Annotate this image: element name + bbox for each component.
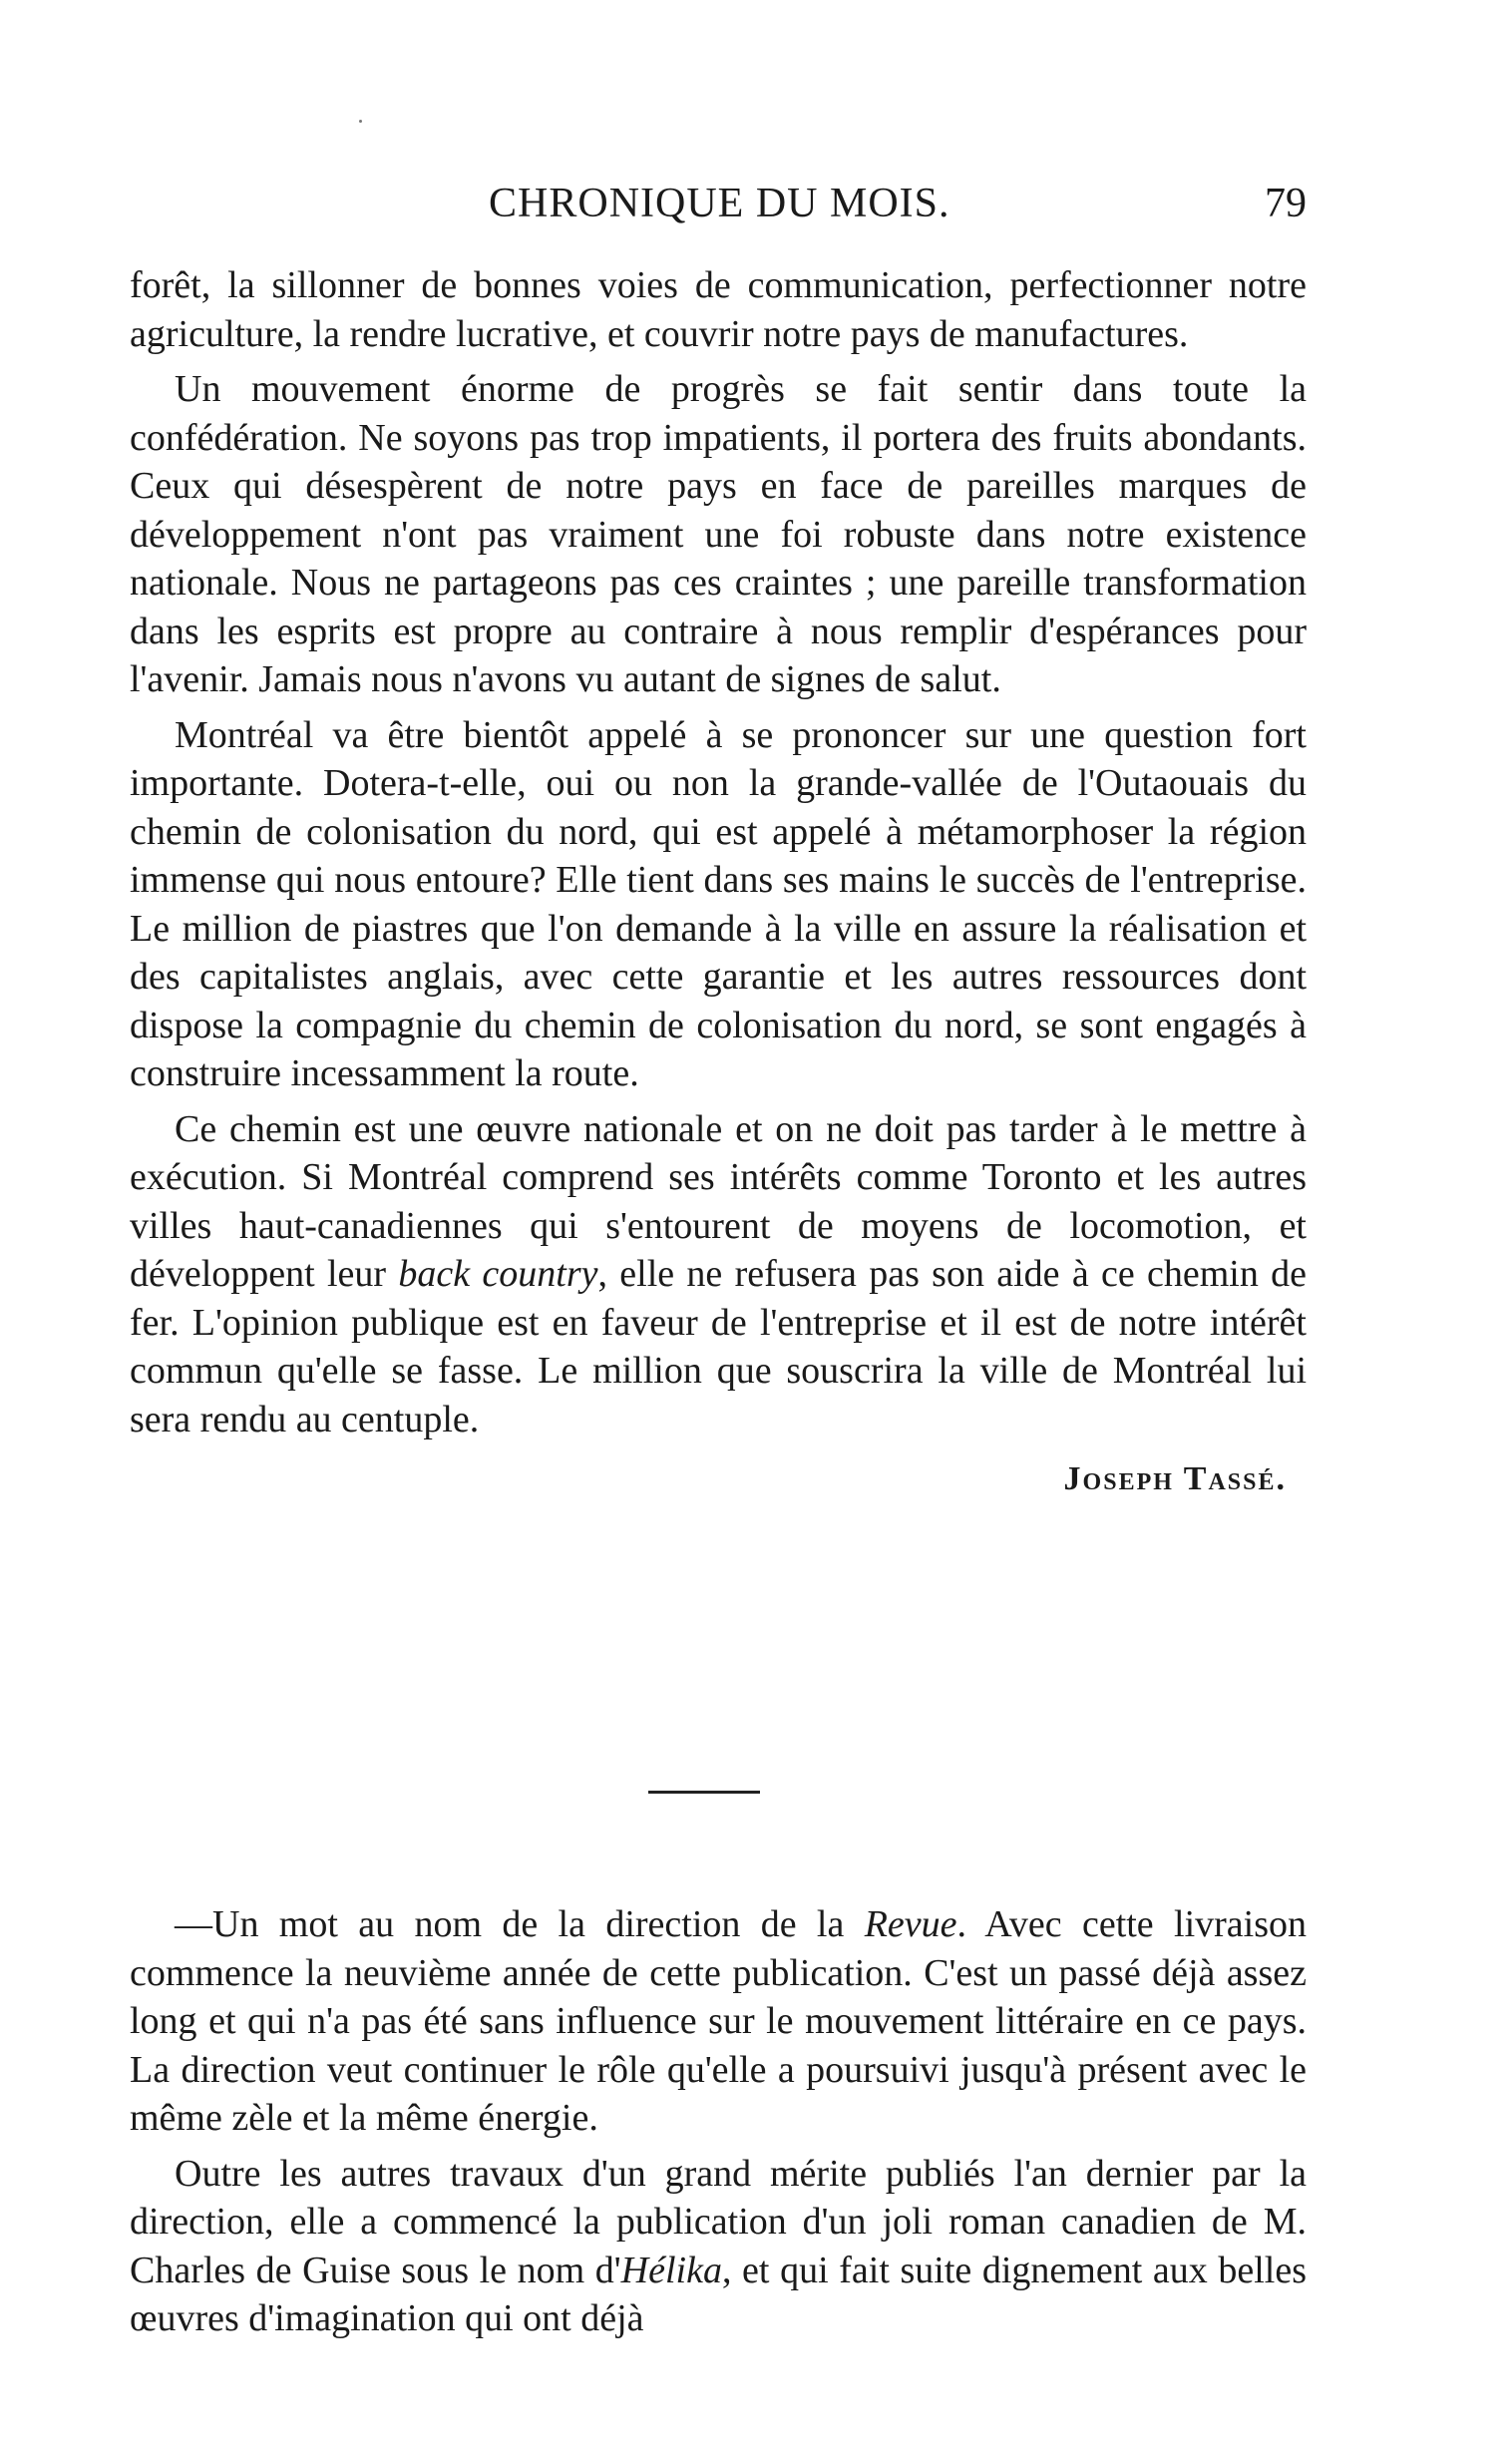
page-header bbox=[130, 180, 1307, 239]
running-head: CHRONIQUE DU MOIS. bbox=[489, 181, 950, 226]
paragraph-continuation: forêt, la sillonner de bonnes voies de communication, perfectionner notre agriculture, la rendre lucrative, et couvrir notre pays de manufactures. bbox=[130, 264, 1307, 355]
text-run: , et qui fait suite dignement aux belles œuvres d'imagination qui ont déjà bbox=[130, 2249, 1307, 2339]
paragraph-direction bbox=[130, 1900, 1307, 2143]
text-run: —Un mot au nom de la direction de la bbox=[175, 1903, 865, 1945]
text-run: , elle ne refusera pas son aide à ce chemin de fer. L'opinion publique est en faveur de l'entreprise et il est de notre intérêt commun qu'elle se fasse. Le million que souscrira la ville de Montréal lui sera rendu au centuple. bbox=[130, 1253, 1308, 1440]
paragraph-national-work bbox=[130, 1105, 1307, 1444]
paragraph-helika bbox=[130, 2150, 1307, 2343]
italic-title: Revue bbox=[864, 1903, 957, 1945]
page-number: 79 bbox=[1265, 181, 1307, 226]
text-run: Outre les autres travaux d'un grand mérite publiés l'an dernier par la direction, elle a commencé la publication d'un joli roman canadien de M. Charles de Guise sous le nom d' bbox=[130, 2152, 1307, 2291]
paragraph-montreal: Montréal va être bientôt appelé à se prononcer sur une question fort importante. Dotera-t-elle, oui ou non la grande-vallée de l'Outaouais du chemin de colonisation du nord, qui est appelé à métamorphoser la région immense qui nous entoure? Elle tient dans ses mains le succès de l'entreprise. Le million de piastres que l'on demande à la ville en assure la réalisation et des capitalistes anglais, avec cette garantie et les autres ressources dont dispose la compagnie du chemin de colonisation du nord, se sont engagés à construire incessamment la route. bbox=[130, 713, 1307, 1094]
text-run: . Avec cette livraison commence la neuvième année de cette publication. C'est un passé déjà assez long et qui n'a pas été sans influence sur le mouvement littéraire en ce pays. La direction veut continuer le rôle qu'elle a poursuivi jusqu'à présent avec le même zèle et la même énergie. bbox=[130, 1903, 1307, 2139]
italic-term: back country bbox=[398, 1253, 598, 1295]
section-divider bbox=[648, 1791, 760, 1794]
text-run: Ce chemin est une œuvre nationale et on ne doit pas tarder à le mettre à exécution. Si Montréal comprend ses intérêts comme Toronto et les autres villes haut-canadiennes qui s'entourent de moyens de locomotion, et développent leur bbox=[130, 1107, 1307, 1295]
paragraph-progress: Un mouvement énorme de progrès se fait sentir dans toute la confédération. Ne soyons pas trop impatients, il portera des fruits abondants. Ceux qui désespèrent de notre pays en face de pareilles marques de développement n'ont pas vraiment une foi robuste dans notre existence nationale. Nous ne partageons pas ces craintes ; une pareille transformation dans les esprits est propre au contraire à nous remplir d'espérances pour l'avenir. Jamais nous n'avons vu autant de signes de salut. bbox=[130, 368, 1307, 700]
chronicle-text bbox=[130, 261, 1307, 1503]
italic-title: Hélika bbox=[620, 2249, 722, 2291]
ink-speck bbox=[359, 120, 362, 123]
author-signature: Joseph Tassé. bbox=[1063, 1460, 1287, 1497]
direction-note bbox=[130, 1900, 1307, 2343]
